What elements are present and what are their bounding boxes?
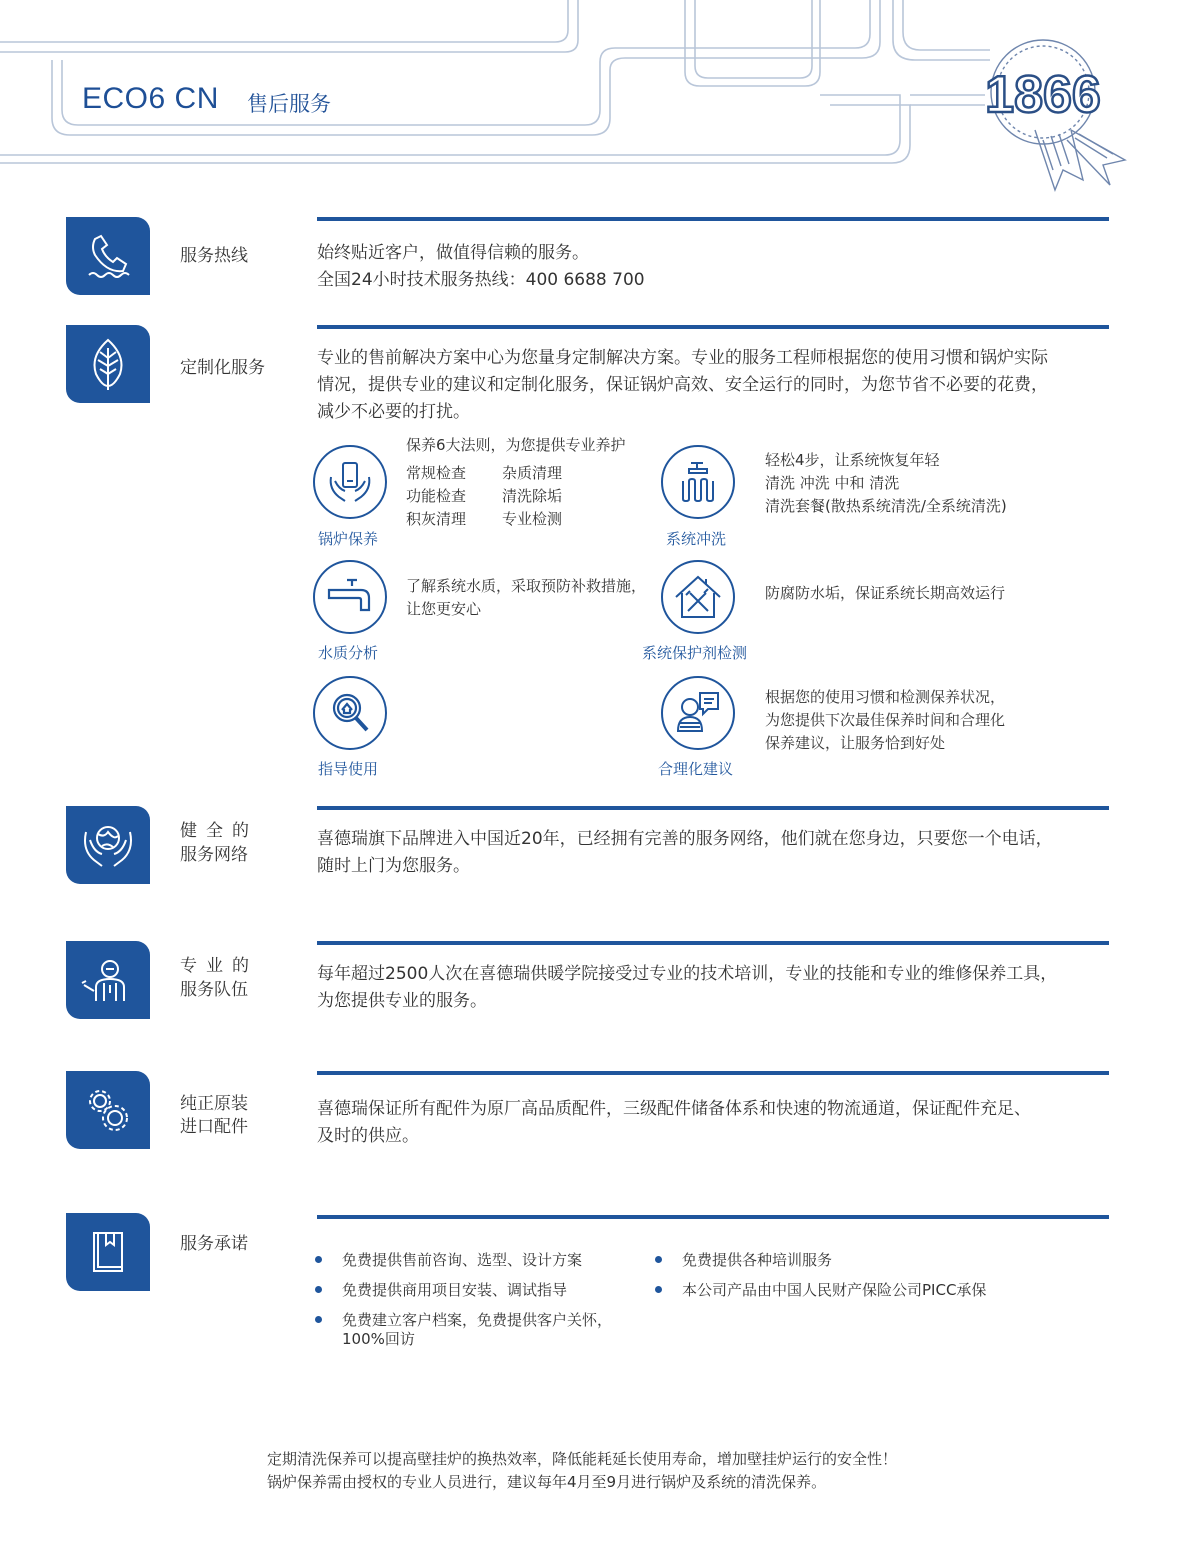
promise-item: 免费提供商用项目安装、调试指导 [342, 1281, 568, 1299]
custom-text-3: 减少不必要的打扰。 [317, 402, 470, 422]
network-text-2: 随时上门为您服务。 [317, 856, 470, 876]
system-flush-caption: 系统冲洗 [666, 530, 727, 548]
network-label-1: 健全的 [180, 821, 258, 841]
network-label-2: 服务网络 [180, 845, 248, 865]
boiler-care-icon [313, 445, 387, 519]
water-text-1: 了解系统水质，采取预防补救措施， [406, 577, 647, 595]
advice-text-3: 保养建议，让服务恰到好处 [765, 734, 946, 752]
boiler-item: 杂质清理 [502, 464, 563, 482]
leaf-icon [66, 325, 150, 403]
custom-label: 定制化服务 [180, 358, 265, 378]
brand-name: ECO6 CN [82, 82, 219, 115]
footer-line-2: 锅炉保养需由授权的专业人员进行，建议每年4月至9月进行锅炉及系统的清洗保养。 [267, 1473, 827, 1491]
phone-icon [66, 217, 150, 295]
network-text-1: 喜德瑞旗下品牌进入中国近20年，已经拥有完善的服务网络，他们就在您身边，只要您一个电话， [317, 829, 1053, 849]
promise-label: 服务承诺 [180, 1234, 248, 1254]
boiler-item: 清洗除垢 [502, 487, 563, 505]
advisor-icon [661, 676, 735, 750]
custom-text-2: 情况，提供专业的建议和定制化服务，保证锅炉高效、安全运行的同时，为您节省不必要的花费， [317, 375, 1048, 395]
divider [317, 806, 1109, 810]
advice-text-2: 为您提供下次最佳保养时间和合理化 [765, 711, 1006, 729]
globe-hands-icon [66, 806, 150, 884]
promise-item: 免费提供售前咨询、选型、设计方案 [342, 1251, 583, 1269]
parts-label-2: 进口配件 [180, 1117, 248, 1137]
boiler-item: 专业检测 [502, 510, 563, 528]
protect-text: 防腐防水垢，保证系统长期高效运行 [765, 584, 1006, 602]
promise-item: 免费建立客户档案，免费提供客户关怀， [342, 1311, 613, 1329]
parts-text-1: 喜德瑞保证所有配件为原厂高品质配件，三级配件储备体系和快速的物流通道，保证配件充足、 [317, 1099, 1031, 1119]
team-text-1: 每年超过2500人次在喜德瑞供暖学院接受过专业的技术培训，专业的技能和专业的维修保养工具， [317, 964, 1058, 984]
engineer-icon [66, 941, 150, 1019]
badge-year-text: 1866 [985, 66, 1101, 124]
divider [317, 1215, 1109, 1219]
team-label-2: 服务队伍 [180, 980, 248, 1000]
custom-text-1: 专业的售前解决方案中心为您量身定制解决方案。专业的服务工程师根据您的使用习惯和锅炉实际 [317, 348, 1048, 368]
hotline-number: 全国24小时技术服务热线：400 6688 700 [317, 270, 645, 290]
magnifier-icon [313, 676, 387, 750]
flush-text: 轻松4步，让系统恢复年轻 [765, 451, 940, 469]
advice-caption: 合理化建议 [658, 760, 734, 778]
hotline-intro: 始终贴近客户，做值得信赖的服务。 [317, 243, 589, 263]
flush-package: 清洗套餐(散热系统清洗/全系统清洗) [765, 497, 1007, 515]
promise-item: 本公司产品由中国人民财产保险公司PICC承保 [682, 1281, 987, 1299]
advice-text-1: 根据您的使用习惯和检测保养状况， [765, 688, 1006, 706]
team-label-1: 专业的 [180, 956, 258, 976]
water-analysis-caption: 水质分析 [318, 644, 379, 662]
flush-steps: 清洗 冲洗 中和 清洗 [765, 474, 900, 492]
divider [317, 217, 1109, 221]
guide-caption: 指导使用 [318, 760, 379, 778]
divider [317, 941, 1109, 945]
protectant-caption: 系统保护剂检测 [642, 644, 748, 662]
parts-text-2: 及时的供应。 [317, 1126, 419, 1146]
boiler-item: 常规检查 [406, 464, 467, 482]
parts-label-1: 纯正原装 [180, 1094, 248, 1114]
footer-line-1: 定期清洗保养可以提高壁挂炉的换热效率，降低能耗延长使用寿命，增加壁挂炉运行的安全性！ [267, 1450, 898, 1468]
gears-icon [66, 1071, 150, 1149]
boiler-care-caption: 锅炉保养 [318, 530, 379, 548]
year-badge [975, 30, 1135, 200]
promise-item: 免费提供各种培训服务 [682, 1251, 833, 1269]
page-title: 售后服务 [247, 92, 331, 116]
boiler-care-title: 保养6大法则，为您提供专业养护 [406, 436, 626, 454]
house-tools-icon [661, 560, 735, 634]
promise-item-cont: 100%回访 [342, 1330, 415, 1348]
boiler-item: 积灰清理 [406, 510, 467, 528]
team-text-2: 为您提供专业的服务。 [317, 991, 487, 1011]
system-flush-icon [661, 445, 735, 519]
boiler-item: 功能检查 [406, 487, 467, 505]
book-icon [66, 1213, 150, 1291]
water-text-2: 让您更安心 [406, 600, 482, 618]
divider [317, 1071, 1109, 1075]
hotline-label: 服务热线 [180, 246, 248, 266]
water-analysis-icon [313, 560, 387, 634]
divider [317, 325, 1109, 329]
